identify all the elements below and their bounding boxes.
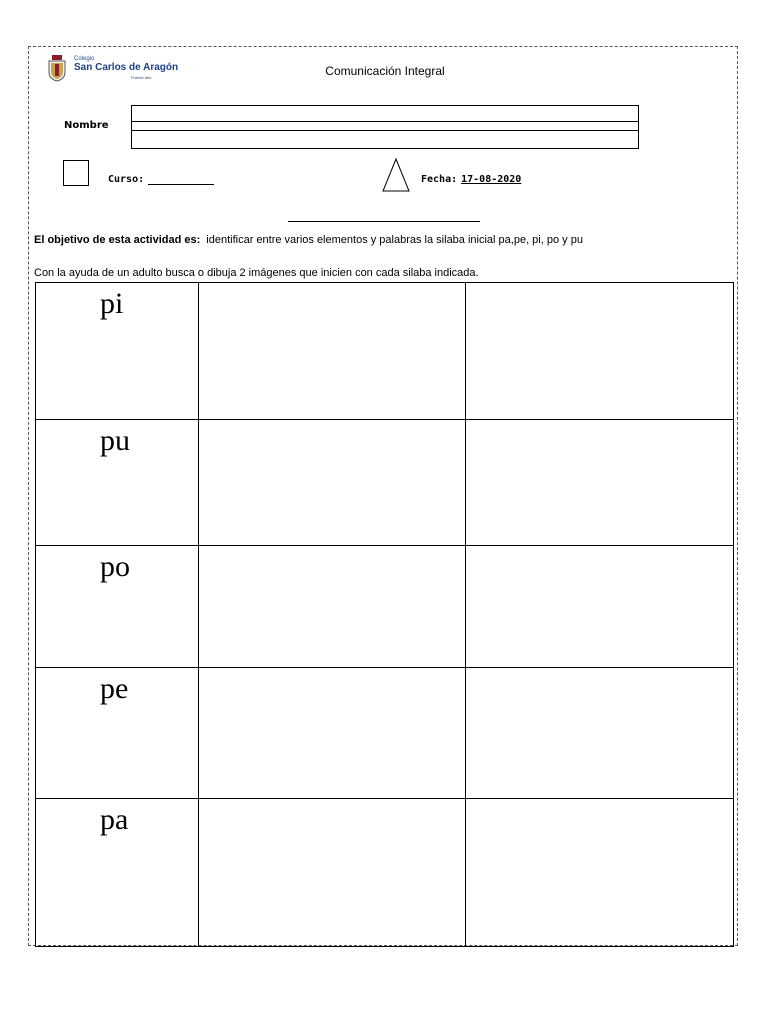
table-row xyxy=(36,283,734,420)
school-logo xyxy=(46,54,196,84)
syllable-label: pa xyxy=(100,803,129,836)
drawing-cell[interactable] xyxy=(199,668,466,799)
syllable-cell xyxy=(36,799,199,947)
curso-checkbox[interactable] xyxy=(63,160,89,186)
drawing-cell[interactable] xyxy=(199,420,466,546)
activity-table xyxy=(35,282,734,947)
school-name: San Carlos de Aragón xyxy=(74,62,179,73)
drawing-cell[interactable] xyxy=(466,283,734,420)
syllable-label: pe xyxy=(100,672,129,705)
logo-small-text: Colegio xyxy=(74,56,95,62)
table-row xyxy=(36,668,734,799)
curso-blank[interactable] xyxy=(148,175,214,185)
table-row xyxy=(36,420,734,546)
syllable-cell xyxy=(36,420,199,546)
divider-line xyxy=(288,221,480,222)
drawing-cell[interactable] xyxy=(199,546,466,668)
syllable-label: po xyxy=(100,550,130,583)
drawing-cell[interactable] xyxy=(466,799,734,947)
nombre-line xyxy=(132,121,638,122)
table-row xyxy=(36,799,734,947)
syllable-label: pi xyxy=(100,287,124,320)
objective-text xyxy=(34,234,583,246)
drawing-cell[interactable] xyxy=(199,799,466,947)
subject-title: Comunicación Integral xyxy=(325,64,445,78)
objective-body: identificar entre varios elementos y palabras la silaba inicial pa,pe, pi, po y pu xyxy=(206,234,583,246)
triangle-icon xyxy=(382,158,410,192)
syllable-cell xyxy=(36,546,199,668)
fecha-value: 17-08-2020 xyxy=(461,174,522,185)
syllable-label: pu xyxy=(100,424,130,457)
instruction-text: Con la ayuda de un adulto busca o dibuja 2 imágenes que inicien con cada silaba indicada. xyxy=(34,267,479,279)
nombre-label: Nombre xyxy=(64,120,109,131)
objective-label: El objetivo de esta actividad es: xyxy=(34,234,201,246)
school-crest-icon xyxy=(46,54,68,82)
curso-field[interactable] xyxy=(108,174,214,185)
drawing-cell[interactable] xyxy=(466,420,734,546)
fecha-label: Fecha: xyxy=(421,174,458,185)
fecha-field xyxy=(421,174,521,185)
curso-label: Curso: xyxy=(108,174,145,185)
logo-subtext: Puente Alto xyxy=(131,75,152,80)
nombre-line xyxy=(132,130,638,131)
drawing-cell[interactable] xyxy=(199,283,466,420)
table-row xyxy=(36,546,734,668)
drawing-cell[interactable] xyxy=(466,546,734,668)
syllable-cell xyxy=(36,668,199,799)
drawing-cell[interactable] xyxy=(466,668,734,799)
syllable-cell xyxy=(36,283,199,420)
nombre-field[interactable] xyxy=(131,105,639,149)
